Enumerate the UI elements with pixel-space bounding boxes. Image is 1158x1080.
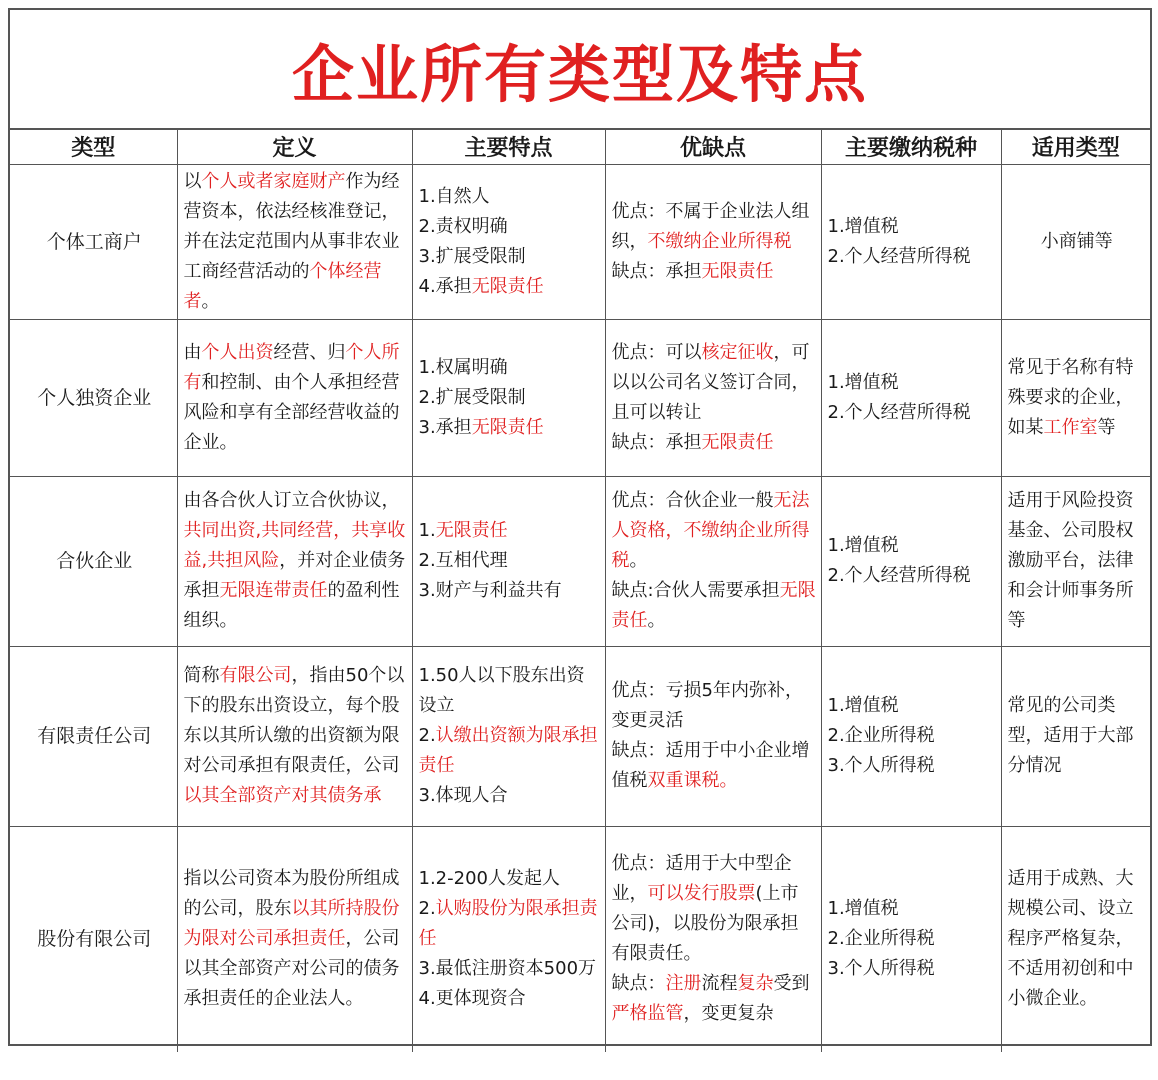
highlight-text: 不缴纳企业所得税 [647,230,792,252]
cell-text-run: 4.更体现资合 [418,988,526,1010]
cell-text-run: 优点：可以 [611,341,702,363]
cell-text-run: 3.最低注册资本500万 [418,958,597,980]
cell-applicable [1001,319,1150,476]
highlight-text: 认缴出资额为限承担责任 [418,725,598,776]
highlight-text: 以其所持股份为限对公司承担责任 [183,898,400,950]
cell-definition [177,646,412,826]
feature-line [419,984,601,1014]
cell-definition [177,164,412,319]
tax-line: 2.个人经营所得税 [827,565,971,586]
feature-line [419,516,601,546]
cell-text-run: 3.承担 [418,416,472,438]
feature-line [419,576,601,606]
cell-type: 有限责任公司 [10,646,177,826]
cell-features [412,164,605,319]
cell-text-run: 1.权属明确 [418,356,508,378]
table-row [10,646,1150,826]
cell-applicable [1001,826,1150,1052]
cell-text-run: 。 [201,290,220,312]
tax-line: 2.个人经营所得税 [827,401,971,423]
cell-pros-cons [605,646,821,826]
cell-text-run: 3.扩展受限制 [418,245,526,267]
cell-text-run: 和控制、由个人承担经营风险和享有全部经营收益的企业。 [183,371,400,453]
cell-text-run: 2. [418,898,436,920]
cell-text-run: 。 [647,610,666,631]
highlight-text: 工作室 [1043,416,1098,438]
cell-features [412,476,605,646]
cell-pros-cons [605,476,821,646]
feature-line [419,353,601,383]
cell-type: 个体工商户 [10,164,177,319]
feature-line [419,182,601,212]
cell-pros-cons [605,826,821,1052]
highlight-text: 无限责任 [701,431,774,453]
cell-text-run: 常见于名称有特殊要求的企业，如某 [1007,356,1134,438]
cell-text-run: 1.自然人 [418,185,490,207]
cell-features [412,646,605,826]
cell-text-run: 4.承担 [418,275,472,297]
header-type: 类型 [10,130,177,164]
cell-text-run: 3.财产与利益共有 [418,580,562,601]
feature-line [419,864,601,894]
cell-text-run: ，并对企业债务承担 [183,550,406,601]
tax-line: 3.个人所得税 [827,755,935,776]
highlight-text: 个体经营者 [183,260,382,312]
feature-line [419,383,601,413]
cell-applicable [1001,164,1150,319]
cell-text-run: 缺点：承担 [611,260,702,282]
highlight-text: 个人或者家庭财产 [201,170,346,192]
tax-line: 1.增值税 [827,371,899,393]
cell-features [412,319,605,476]
cell-text-run: 优点：亏损5年内弥补，变更灵活 [611,680,803,731]
feature-line [419,546,601,576]
feature-line [419,781,601,811]
highlight-text: 个人所有 [183,341,400,393]
highlight-text: 共同出资,共同经营，共享收益,共担风险 [183,520,406,571]
header-applicable: 适用类型 [1001,130,1150,164]
highlight-text: 注册 [665,973,702,995]
cell-text-run: 流程 [701,973,738,995]
cell-text-run: (上市公司)，以股份为限承担有限责任。 [611,883,799,965]
highlight-text: 无限责任 [435,520,508,541]
highlight-text: 双重课税。 [647,770,738,791]
cell-text-run: 的盈利性组织。 [183,580,400,631]
table-row [10,826,1150,1052]
tax-line: 1.增值税 [827,215,899,237]
cell-text-run: 1.2-200人发起人 [418,868,560,890]
highlight-text: 无限责任 [701,260,774,282]
cell-text-run: 优点：适用于大中型企业， [611,853,792,905]
feature-line [419,242,601,272]
cell-pros-cons [605,319,821,476]
cell-taxes [821,476,1001,646]
table-body [10,164,1150,1052]
header-pros-cons: 优缺点 [605,130,821,164]
cell-text-run: 3.体现人合 [418,785,508,806]
cell-text-run: 作为经营资本，依法经核准登记，并在法定范围内从事非农业工商经营活动的 [183,170,400,282]
cell-text-run: 受到 [773,973,810,995]
cell-applicable [1001,646,1150,826]
feature-line [419,212,601,242]
cell-taxes [821,319,1001,476]
cell-text-run: 适用于风险投资基金、公司股权激励平台，法律和会计师事务所等 [1007,490,1134,631]
tax-line: 2.个人经营所得税 [827,245,971,267]
cell-text-run: ，变更复杂 [683,1003,774,1025]
table-row [10,319,1150,476]
tax-line: 1.增值税 [827,695,899,716]
feature-line [419,954,601,984]
cell-text-run: 2.扩展受限制 [418,386,526,408]
cell-text-run: 适用于成熟、大规模公司、设立程序严格复杂，不适用初创和中小微企业。 [1007,868,1134,1010]
cell-definition [177,826,412,1052]
cell-text-run: 2.互相代理 [418,550,508,571]
highlight-text: 核定征收 [701,341,774,363]
cell-features [412,826,605,1052]
header-features: 主要特点 [412,130,605,164]
tax-line: 1.增值税 [827,535,899,556]
highlight-text: 严格监管 [611,1003,684,1025]
cell-text-run: 简称 [183,665,220,686]
tax-line: 1.增值税 [827,898,899,920]
cell-taxes [821,826,1001,1052]
page-title: 企业所有类型及特点 [10,10,1150,130]
cell-applicable [1001,476,1150,646]
company-types-sheet [8,8,1152,1046]
cell-text-run: 1.50人以下股东出资设立 [418,665,585,716]
feature-line [419,661,601,721]
cell-text-run: ，可以以公司名义签订合同，且可以转让 [611,341,810,423]
highlight-text: 无限责任 [611,580,816,631]
cell-text-run: 。 [629,550,648,571]
cell-type: 个人独资企业 [10,319,177,476]
company-types-table [10,130,1150,1052]
cell-text-run: 经营、归 [273,341,346,363]
feature-line [419,721,601,781]
cell-definition [177,476,412,646]
cell-text-run: 2.责权明确 [418,215,508,237]
cell-text-run: ，指由50个以下的股东出资设立，每个股东以其所认缴的出资额为限对公司承担有限责任，公司 [183,665,405,776]
cell-text-run: 2. [418,725,436,746]
feature-line [419,272,601,302]
cell-text-run: 优点：不属于企业法人组织， [611,200,810,252]
cell-text-run: 优点：合伙企业一般 [611,490,774,511]
cell-pros-cons [605,164,821,319]
header-taxes: 主要缴纳税种 [821,130,1001,164]
feature-line [419,413,601,443]
cell-text-run: 小商铺等 [1040,230,1113,252]
highlight-text: 认购股份为限承担责任 [418,898,598,950]
cell-taxes [821,646,1001,826]
cell-text-run: 缺点：承担 [611,431,702,453]
cell-text-run: 缺点:合伙人需要承担 [611,580,780,601]
header-row [10,130,1150,164]
highlight-text: 无限责任 [471,275,544,297]
table-row [10,164,1150,319]
cell-type: 合伙企业 [10,476,177,646]
cell-definition [177,319,412,476]
cell-text-run: 由各合伙人订立合伙协议， [183,490,400,511]
highlight-text: 无限连带责任 [219,580,328,601]
tax-line: 2.企业所得税 [827,725,935,746]
highlight-text: 可以发行股票 [647,883,756,905]
tax-line: 2.企业所得税 [827,928,935,950]
highlight-text: 无限责任 [471,416,544,438]
cell-text-run: 常见的公司类型，适用于大部分情况 [1007,695,1134,776]
highlight-text: 复杂 [737,973,774,995]
cell-text-run: 指以公司资本为股份所组成的公司，股东 [183,868,400,920]
cell-type: 股份有限公司 [10,826,177,1052]
tax-line: 3.个人所得税 [827,958,935,980]
highlight-text: 无法人资格，不缴纳企业所得税 [611,490,810,571]
cell-text-run: ，公司以其全部资产对公司的债务承担责任的企业法人。 [183,928,400,1010]
cell-text-run: 以 [183,170,202,192]
highlight-text: 以其全部资产对其债务承 [183,785,382,806]
header-definition: 定义 [177,130,412,164]
table-row [10,476,1150,646]
cell-text-run: 1. [418,520,436,541]
highlight-text: 个人出资 [201,341,274,363]
cell-text-run: 由 [183,341,202,363]
feature-line [419,894,601,954]
cell-taxes [821,164,1001,319]
cell-text-run: 缺点：适用于中小企业增值税 [611,740,810,791]
cell-text-run: 等 [1097,416,1116,438]
cell-text-run: 缺点： [611,973,666,995]
highlight-text: 有限公司 [219,665,292,686]
